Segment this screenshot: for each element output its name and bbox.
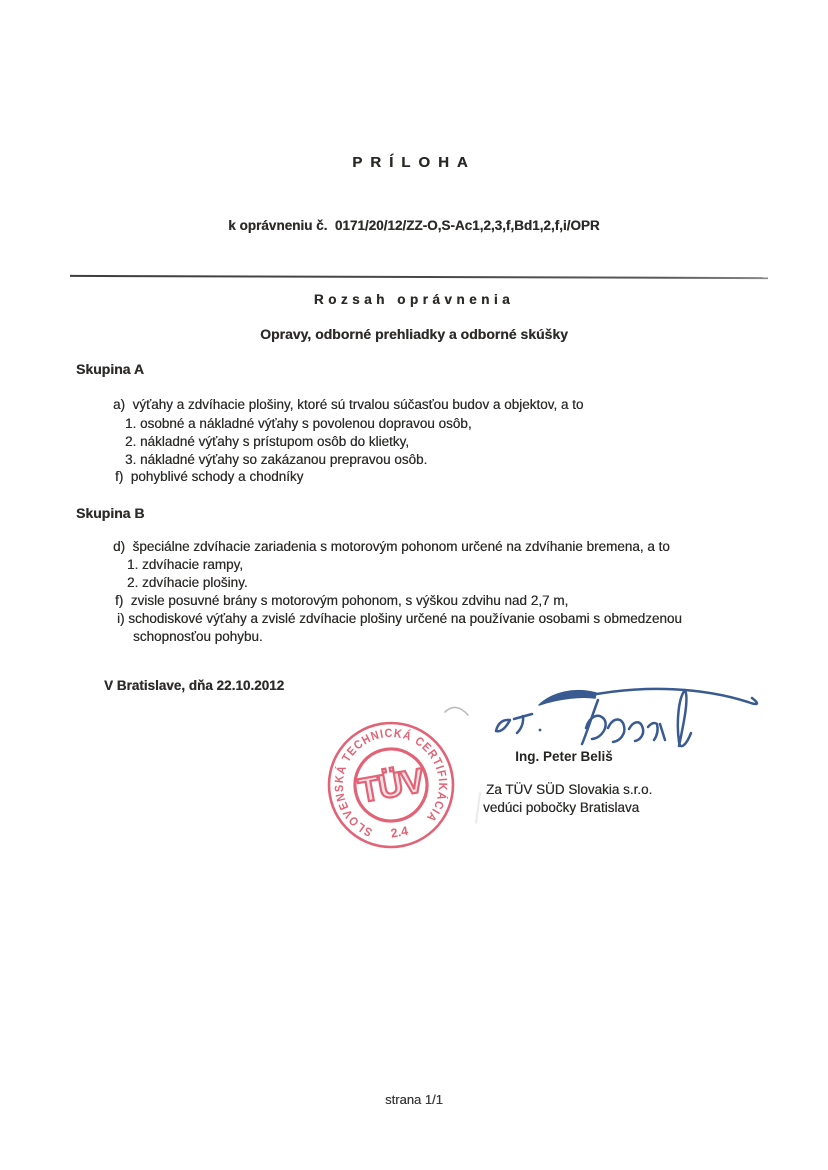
list-item: f) zvisle posuvné brány s motorovým pohonom, s výškou zdvihu nad 2,7 m, — [115, 593, 569, 608]
list-item: a) výťahy a zdvíhacie plošiny, ktoré sú trvalou súčasťou budov a objektov, a to — [113, 397, 584, 412]
place-date: V Bratislave, dňa 22.10.2012 — [104, 678, 285, 693]
stamp-tuv-logo: TÜV — [355, 761, 427, 811]
authorization-number: k oprávneniu č. 0171/20/12/ZZ-O,S-Ac1,2,3,f,Bd1,2,f,i/OPR — [228, 218, 600, 233]
horizontal-divider — [70, 275, 768, 279]
signer-role: vedúci pobočky Bratislava — [483, 800, 640, 815]
stamp-ring-text: SLOVENSKÁ TECHNICKÁ CERTIFIKÁCIA — [331, 725, 451, 840]
page-title: PRÍLOHA — [352, 154, 476, 171]
list-item: f) pohyblivé schody a chodníky — [115, 469, 304, 484]
scope-subheading: Opravy, odborné prehliadky a odborné skúšky — [260, 326, 568, 342]
list-item: 1. zdvíhacie rampy, — [127, 557, 244, 572]
page-number: strana 1/1 — [385, 1092, 443, 1107]
stamp-bottom-text: 2.4 — [389, 823, 410, 841]
signer-name: Ing. Peter Beliš — [515, 749, 613, 764]
list-item: d) špeciálne zdvíhacie zariadenia s motorovým pohonom určené na zdvíhanie bremena, a to — [113, 539, 670, 554]
group-b-label: Skupina B — [76, 505, 145, 521]
list-item: 1. osobné a nákladné výťahy s povolenou dopravou osôb, — [125, 416, 472, 431]
list-item-continuation: schopnosťou pohybu. — [133, 629, 263, 644]
scan-artifact-crease — [475, 792, 481, 824]
group-a-label: Skupina A — [76, 361, 144, 377]
tuv-stamp — [321, 715, 461, 855]
list-item: 3. nákladné výťahy so zakázanou prepravou osôb. — [125, 452, 428, 467]
signer-organization: Za TÜV SÜD Slovakia s.r.o. — [486, 782, 653, 797]
list-item: 2. nákladné výťahy s prístupom osôb do klietky, — [125, 434, 409, 449]
list-item: 2. zdvíhacie plošiny. — [127, 575, 248, 590]
scan-artifact-squiggle — [445, 707, 468, 715]
scope-heading: Rozsah oprávnenia — [313, 292, 515, 307]
list-item: i) schodiskové výťahy a zvislé zdvíhacie plošiny určené na používanie osobami s obmedzenou — [117, 611, 682, 626]
